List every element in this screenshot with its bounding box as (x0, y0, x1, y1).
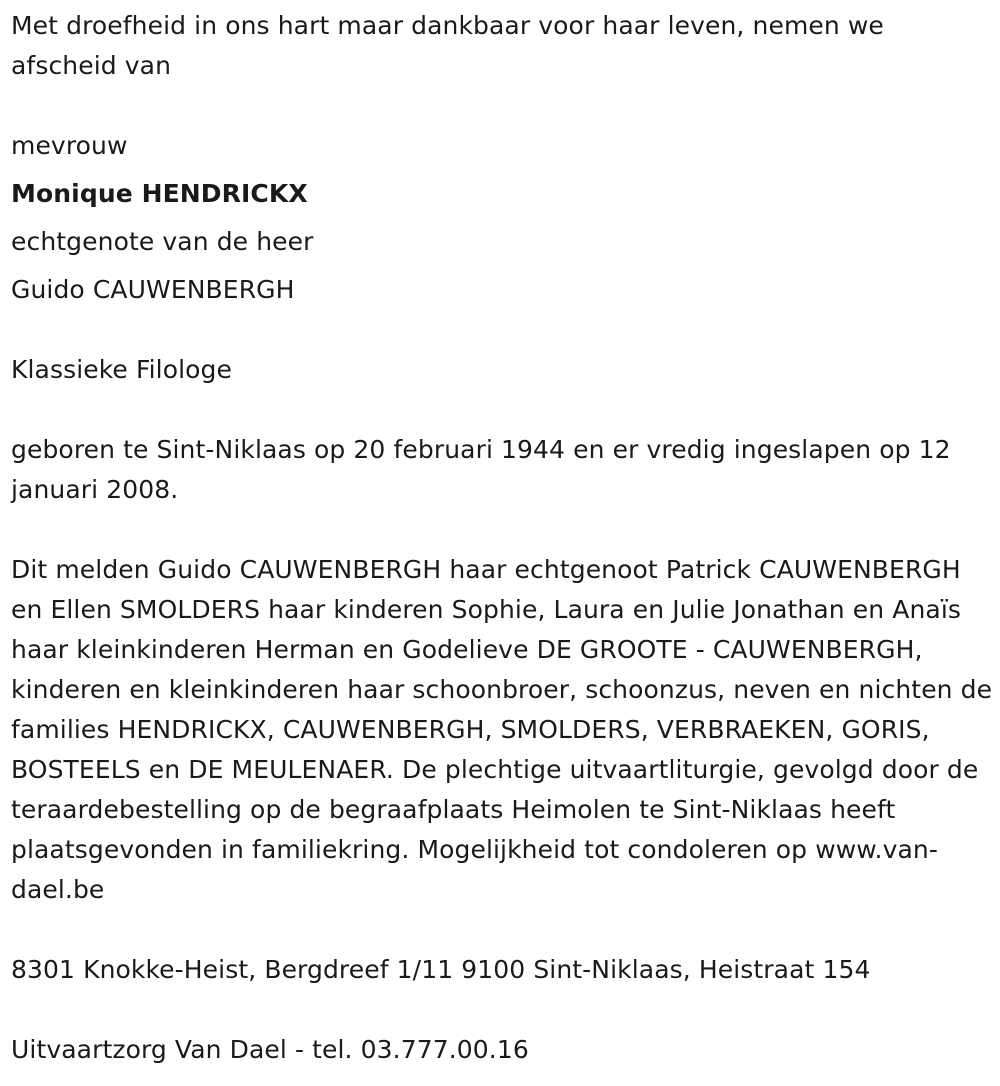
spouse-name: Guido CAUWENBERGH (11, 275, 295, 304)
announcement-text: Dit melden Guido CAUWENBERGH haar echtgenoot Patrick CAUWENBERGH en Ellen SMOLDERS haar kinderen Sophie, Laura en Julie Jonathan en Anaïs haar kleinkinderen Herman en Godelieve DE GROOTE - CAUWENBERGH, kinderen en kleinkinderen haar schoonbroer, schoonzus, neven en nichten de families HENDRICKX, CAUWENBERGH, SMOLDERS, VERBRAEKEN, GORIS, BOSTEELS en DE MEULENAER. De plechtige uitvaartliturgie, gevolgd door de teraardebestelling op de begraafplaats Heimolen te Sint-Niklaas heeft plaatsgevonden in familiekring. Mogelijkheid tot condoleren op www.van-dael.be (11, 555, 993, 904)
intro-text: Met droefheid in ons hart maar dankbaar voor haar leven, nemen we afscheid van (11, 11, 884, 80)
profession: Klassieke Filologe (11, 355, 232, 384)
honorific: mevrouw (11, 131, 128, 160)
deceased-name: Monique HENDRICKX (11, 179, 308, 208)
undertaker-contact: Uitvaartzorg Van Dael - tel. 03.777.00.16 (11, 1035, 529, 1064)
spouse-label: echtgenote van de heer (11, 227, 314, 256)
addresses: 8301 Knokke-Heist, Bergdreef 1/11 9100 Sint-Niklaas, Heistraat 154 (11, 955, 871, 984)
birth-death-text: geboren te Sint-Niklaas op 20 februari 1944 en er vredig ingeslapen op 12 januari 2008. (11, 435, 951, 504)
